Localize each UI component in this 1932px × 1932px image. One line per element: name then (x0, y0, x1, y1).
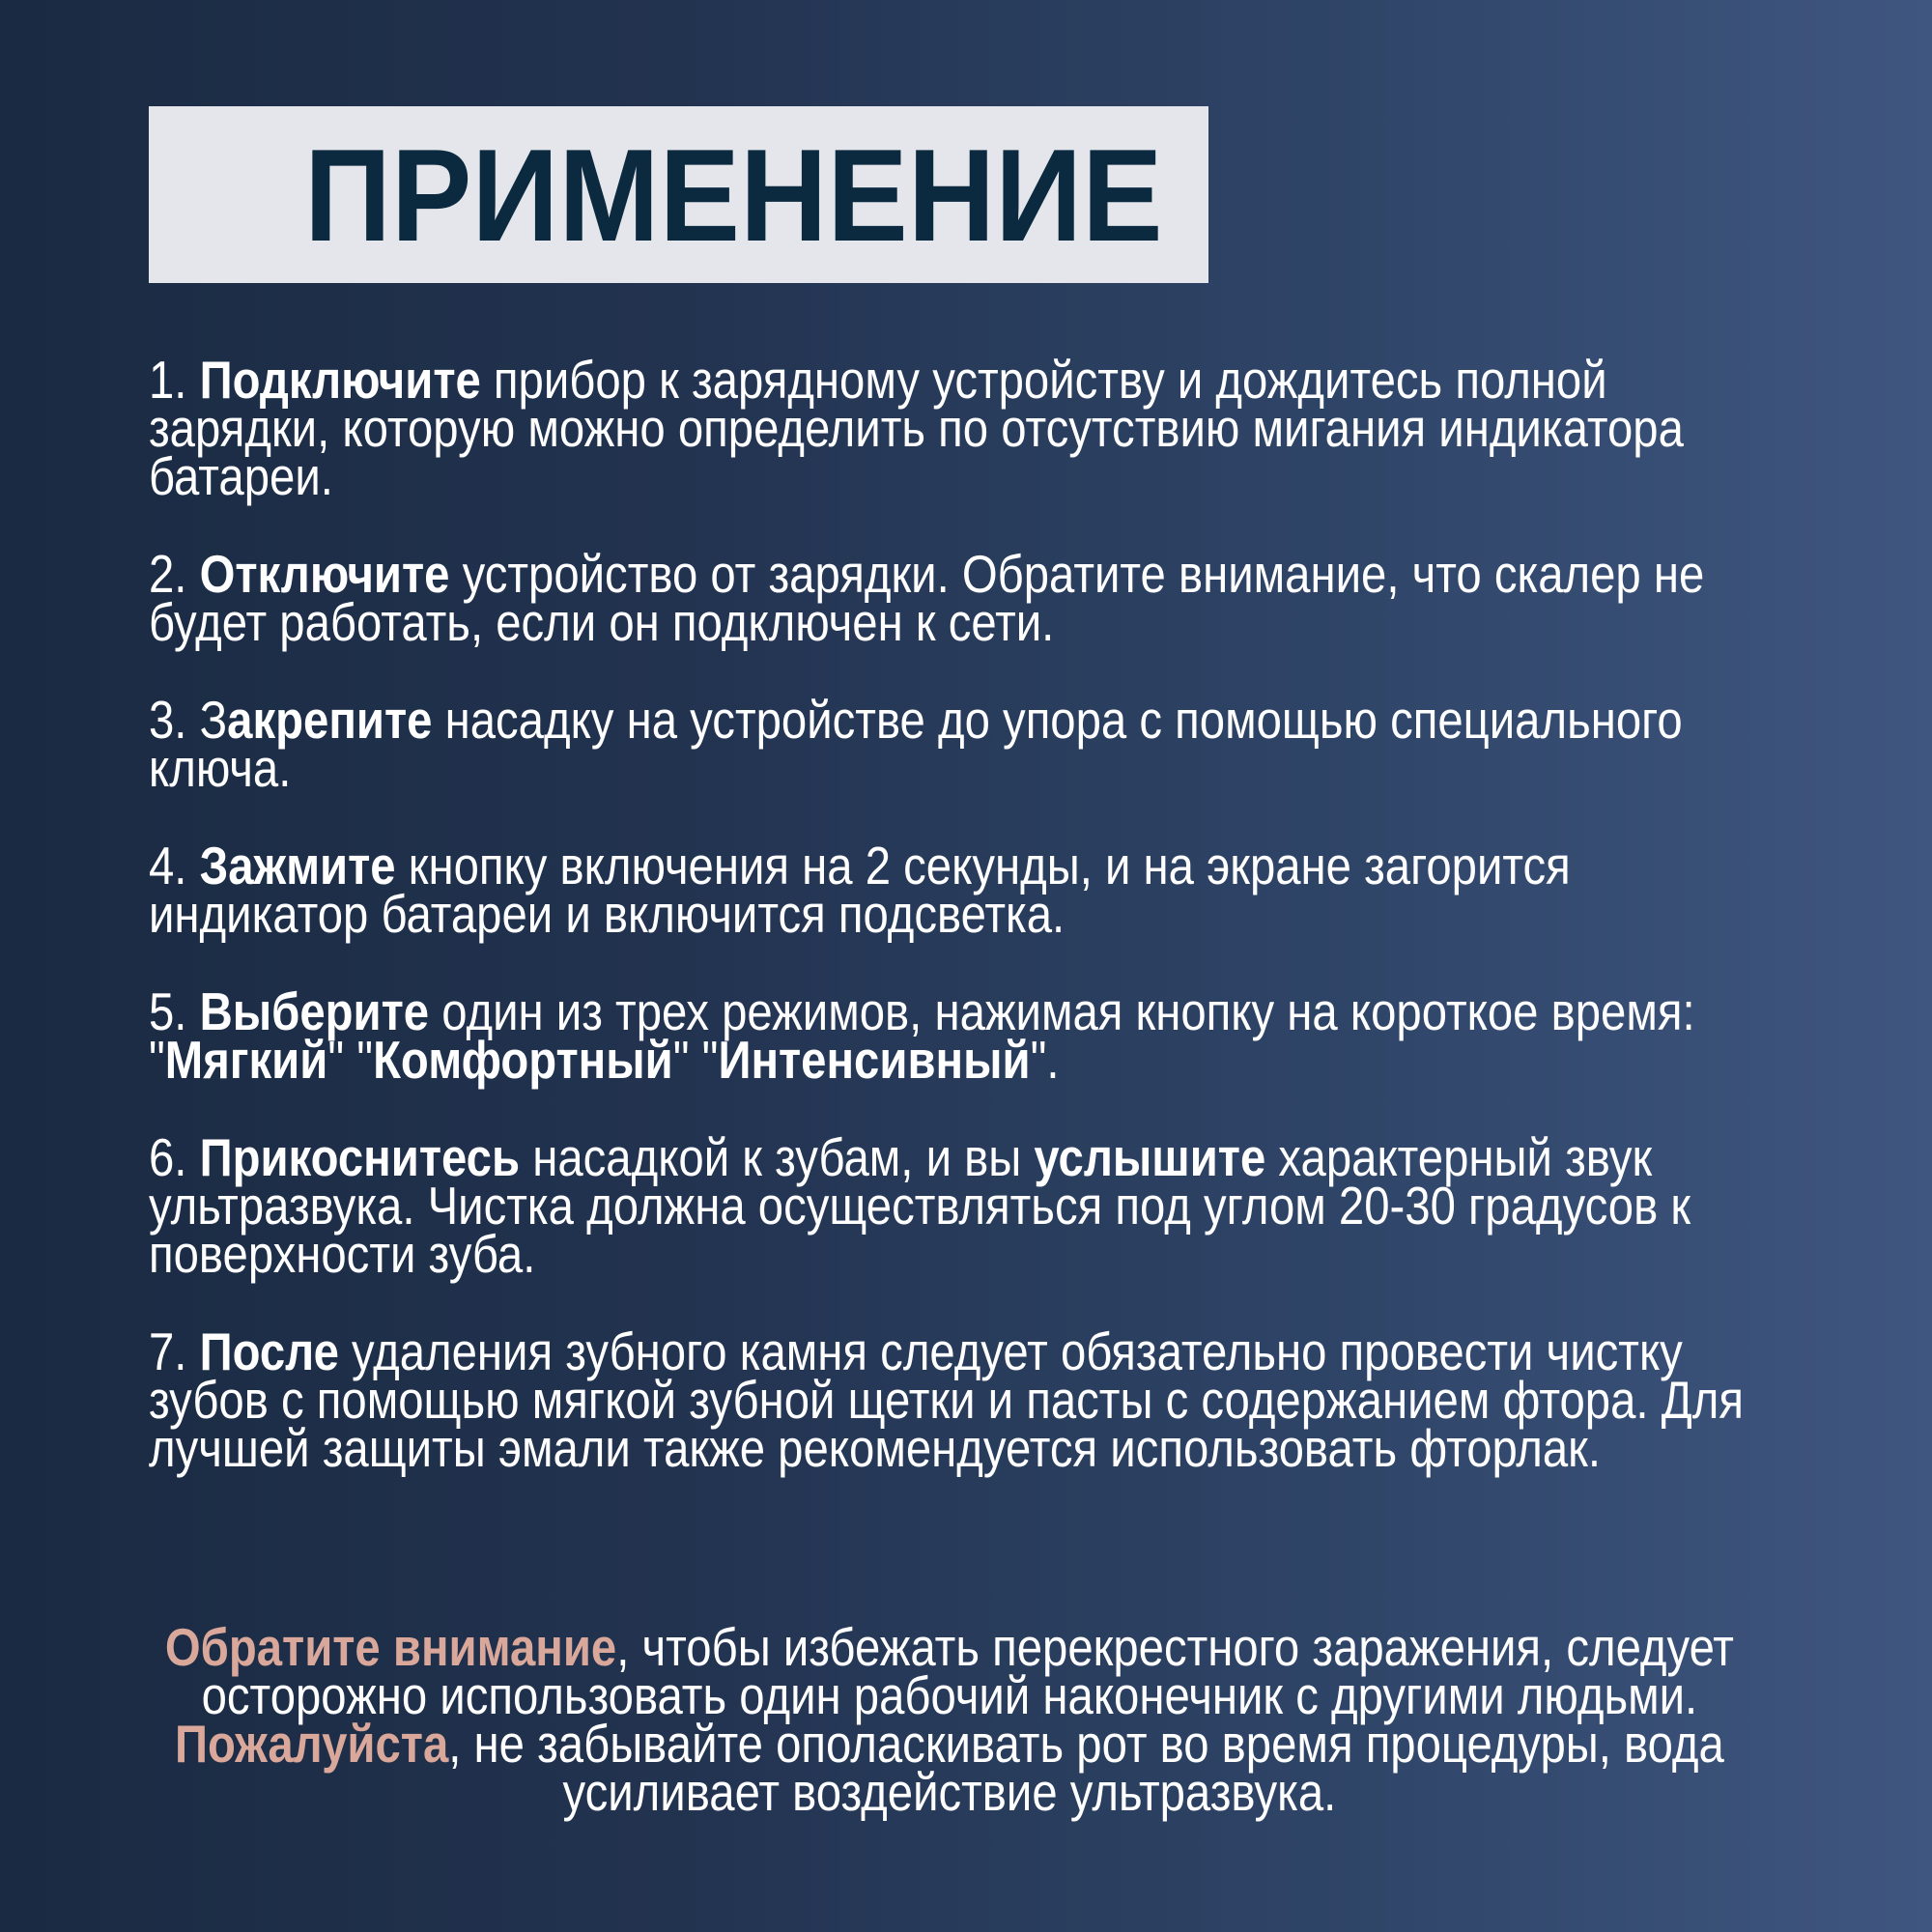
mode-soft: Мягкий (164, 1030, 328, 1090)
step-number: 1. (149, 350, 200, 410)
page-title: ПРИМЕНЕНИЕ (304, 122, 1163, 269)
title-banner (149, 106, 1208, 283)
note-text-2: , не забывайте ополаскивать рот во время процедуры, вода усиливает воздействие ультразвука. (448, 1714, 1724, 1822)
step-text: насадку на устройстве до упора с помощью специального ключа. (149, 690, 1683, 798)
note-accent-attention: Обратите внимание (164, 1617, 617, 1677)
step-number: 6. (149, 1127, 200, 1187)
mode-comfort: Комфортный (373, 1030, 673, 1090)
step-keyword: Отключите (199, 544, 450, 604)
step-text: прибор к зарядному устройству и дождитесь полной зарядки, которую можно определить по отсутствию мигания индикатора батареи. (149, 350, 1684, 506)
step-text: устройство от зарядки. Обратите внимание, что скалер не будет работать, если он подключен к сети. (149, 544, 1705, 652)
step-text: кнопку включения на 2 секунды, и на экране загорится индикатор батареи и включится подсветка. (149, 836, 1571, 944)
step-keyword: Зажмите (199, 836, 396, 895)
step-text: насадкой к зубам, и вы (520, 1127, 1035, 1187)
steps-list (149, 350, 1791, 1521)
step-keyword: акрепите (227, 690, 433, 750)
warning-note (106, 1617, 1793, 1822)
step-7 (149, 1321, 1785, 1478)
step-5 (149, 981, 1785, 1090)
step-number: 4. (149, 836, 200, 895)
step-6 (149, 1127, 1785, 1284)
step-number: 7. (149, 1321, 200, 1381)
step-text: один из трех режимов, нажимая кнопку на короткое время: " (149, 981, 1695, 1090)
step-2 (149, 544, 1785, 652)
step-keyword: Подключите (199, 350, 481, 410)
step-4 (149, 836, 1785, 944)
step-keyword: Прикоснитесь (199, 1127, 521, 1187)
step-number: 5. (149, 981, 200, 1041)
step-keyword: Выберите (199, 981, 430, 1041)
mode-intensive: Интенсивный (718, 1030, 1031, 1090)
step-keyword-2: услышите (1034, 1127, 1266, 1187)
quote-end: ". (1030, 1030, 1060, 1090)
step-number: 3. З (149, 690, 228, 750)
note-accent-please: Пожалуйста (174, 1714, 449, 1774)
step-1 (149, 350, 1785, 506)
step-text: удаления зубного камня следует обязательно провести чистку зубов с помощью мягкой зубной щетки и пасты с содержанием фтора. Для лучшей защиты эмали также рекомендуется использовать фторлак. (149, 1321, 1744, 1478)
step-text-2: характерный звук ультразвука. Чистка должна осуществляться под углом 20-30 градусов к поверхности зуба. (149, 1127, 1691, 1284)
step-number: 2. (149, 544, 200, 604)
note-text: , чтобы избежать перекрестного заражения, следует осторожно использовать один рабочий наконечник с другими людьми. (201, 1617, 1734, 1725)
step-keyword: После (199, 1321, 339, 1381)
step-3 (149, 690, 1785, 798)
quote-separator: " " (672, 1030, 719, 1090)
quote-separator: " " (327, 1030, 374, 1090)
